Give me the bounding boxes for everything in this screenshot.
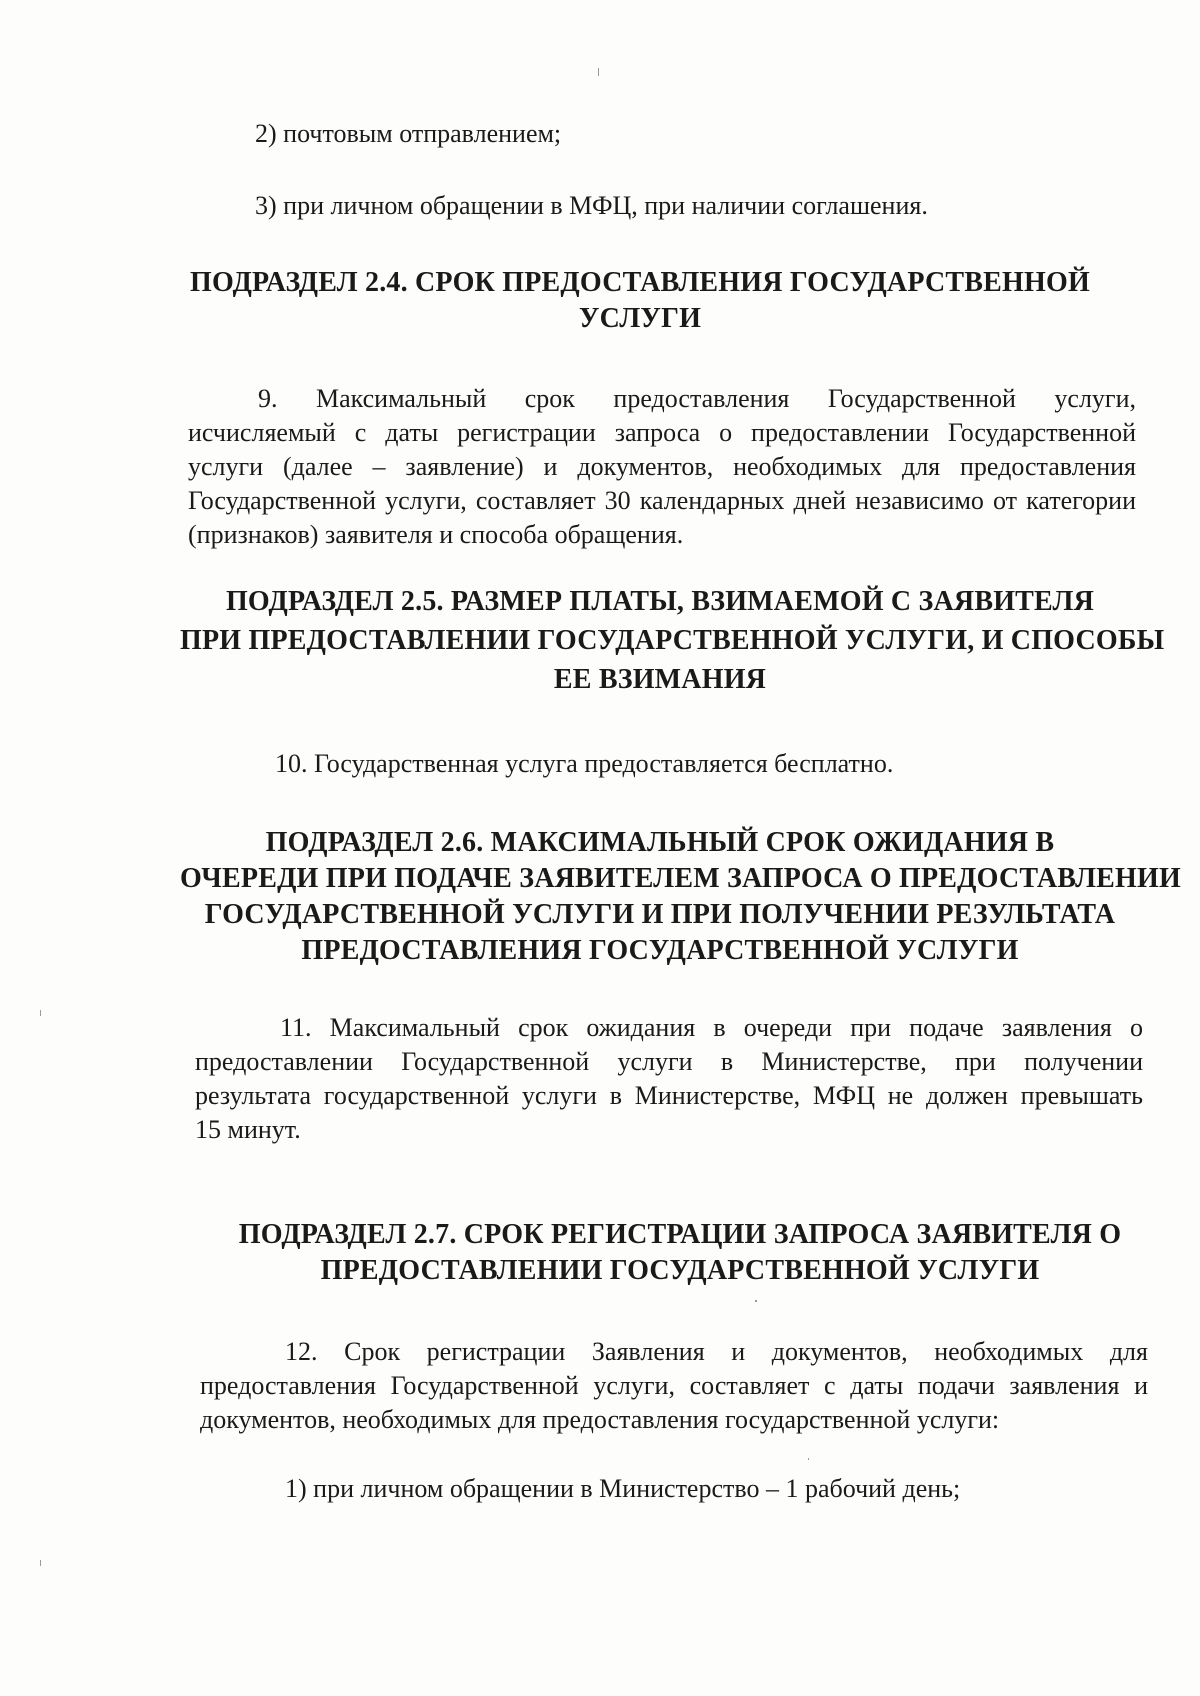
section-2-6-heading-line3: ГОСУДАРСТВЕННОЙ УСЛУГИ И ПРИ ПОЛУЧЕНИИ РЕЗУЛЬТАТА [204, 899, 1116, 930]
paragraph-9 [188, 382, 1136, 552]
scan-speck [40, 1560, 41, 1566]
paragraph-9-line: услуги (далее – заявление) и документов, необходимых для предоставления [188, 452, 1136, 481]
scan-speck [808, 1458, 809, 1460]
section-2-6-heading-line1: ПОДРАЗДЕЛ 2.6. МАКСИМАЛЬНЫЙ СРОК ОЖИДАНИЯ В [265, 827, 1055, 858]
list-item-postal: 2) почтовым отправлением; [255, 119, 562, 148]
paragraph-12-line: 12. Срок регистрации Заявления и документов, необходимых для [285, 1337, 1148, 1366]
paragraph-9-line: (признаков) заявителя и способа обращения. [188, 520, 684, 549]
list-item-mfc: 3) при личном обращении в МФЦ, при наличии соглашения. [255, 191, 928, 220]
section-2-4-heading-line2: УСЛУГИ [578, 303, 702, 334]
paragraph-11-line: 15 минут. [195, 1115, 301, 1144]
section-2-5-heading-line3: ЕЕ ВЗИМАНИЯ [553, 664, 767, 695]
section-2-6-heading-line2: ОЧЕРЕДИ ПРИ ПОДАЧЕ ЗАЯВИТЕЛЕМ ЗАПРОСА О ПРЕДОСТАВЛЕНИИ [180, 863, 1181, 894]
paragraph-9-line: 9. Максимальный срок предоставления Государственной услуги, [258, 384, 1136, 413]
paragraph-11-line: результата государственной услуги в Министерстве, МФЦ не должен превышать [195, 1081, 1143, 1110]
section-2-5-heading-line2: ПРИ ПРЕДОСТАВЛЕНИИ ГОСУДАРСТВЕННОЙ УСЛУГИ, И СПОСОБЫ [180, 625, 1165, 656]
paragraph-9-line: исчисляемый с даты регистрации запроса о предоставлении Государственной [188, 418, 1136, 447]
section-2-5-heading-line1: ПОДРАЗДЕЛ 2.5. РАЗМЕР ПЛАТЫ, ВЗИМАЕМОЙ С ЗАЯВИТЕЛЯ [225, 586, 1095, 617]
scan-speck [40, 1010, 41, 1016]
scan-speck [755, 1300, 757, 1302]
paragraph-12-line: документов, необходимых для предоставления государственной услуги: [200, 1405, 1000, 1434]
scan-speck [598, 68, 599, 76]
paragraph-9-line: Государственной услуги, составляет 30 календарных дней независимо от категории [188, 486, 1136, 515]
paragraph-12 [200, 1335, 1148, 1437]
paragraph-11-line: 11. Максимальный срок ожидания в очереди при подаче заявления о [280, 1013, 1143, 1042]
section-2-6-heading-line4: ПРЕДОСТАВЛЕНИЯ ГОСУДАРСТВЕННОЙ УСЛУГИ [301, 935, 1019, 966]
section-2-7-heading-line2: ПРЕДОСТАВЛЕНИИ ГОСУДАРСТВЕННОЙ УСЛУГИ [320, 1255, 1040, 1286]
paragraph-12-line: предоставления Государственной услуги, составляет с даты подачи заявления и [200, 1371, 1148, 1400]
list-item-ministry: 1) при личном обращении в Министерство – 1 рабочий день; [285, 1474, 961, 1503]
paragraph-10: 10. Государственная услуга предоставляется бесплатно. [275, 749, 894, 778]
section-2-4-heading-line1: ПОДРАЗДЕЛ 2.4. СРОК ПРЕДОСТАВЛЕНИЯ ГОСУДАРСТВЕННОЙ [190, 267, 1090, 298]
section-2-7-heading-line1: ПОДРАЗДЕЛ 2.7. СРОК РЕГИСТРАЦИИ ЗАПРОСА ЗАЯВИТЕЛЯ О [238, 1219, 1122, 1250]
paragraph-11-line: предоставлении Государственной услуги в Министерстве, при получении [195, 1047, 1143, 1076]
paragraph-11 [195, 1011, 1143, 1147]
